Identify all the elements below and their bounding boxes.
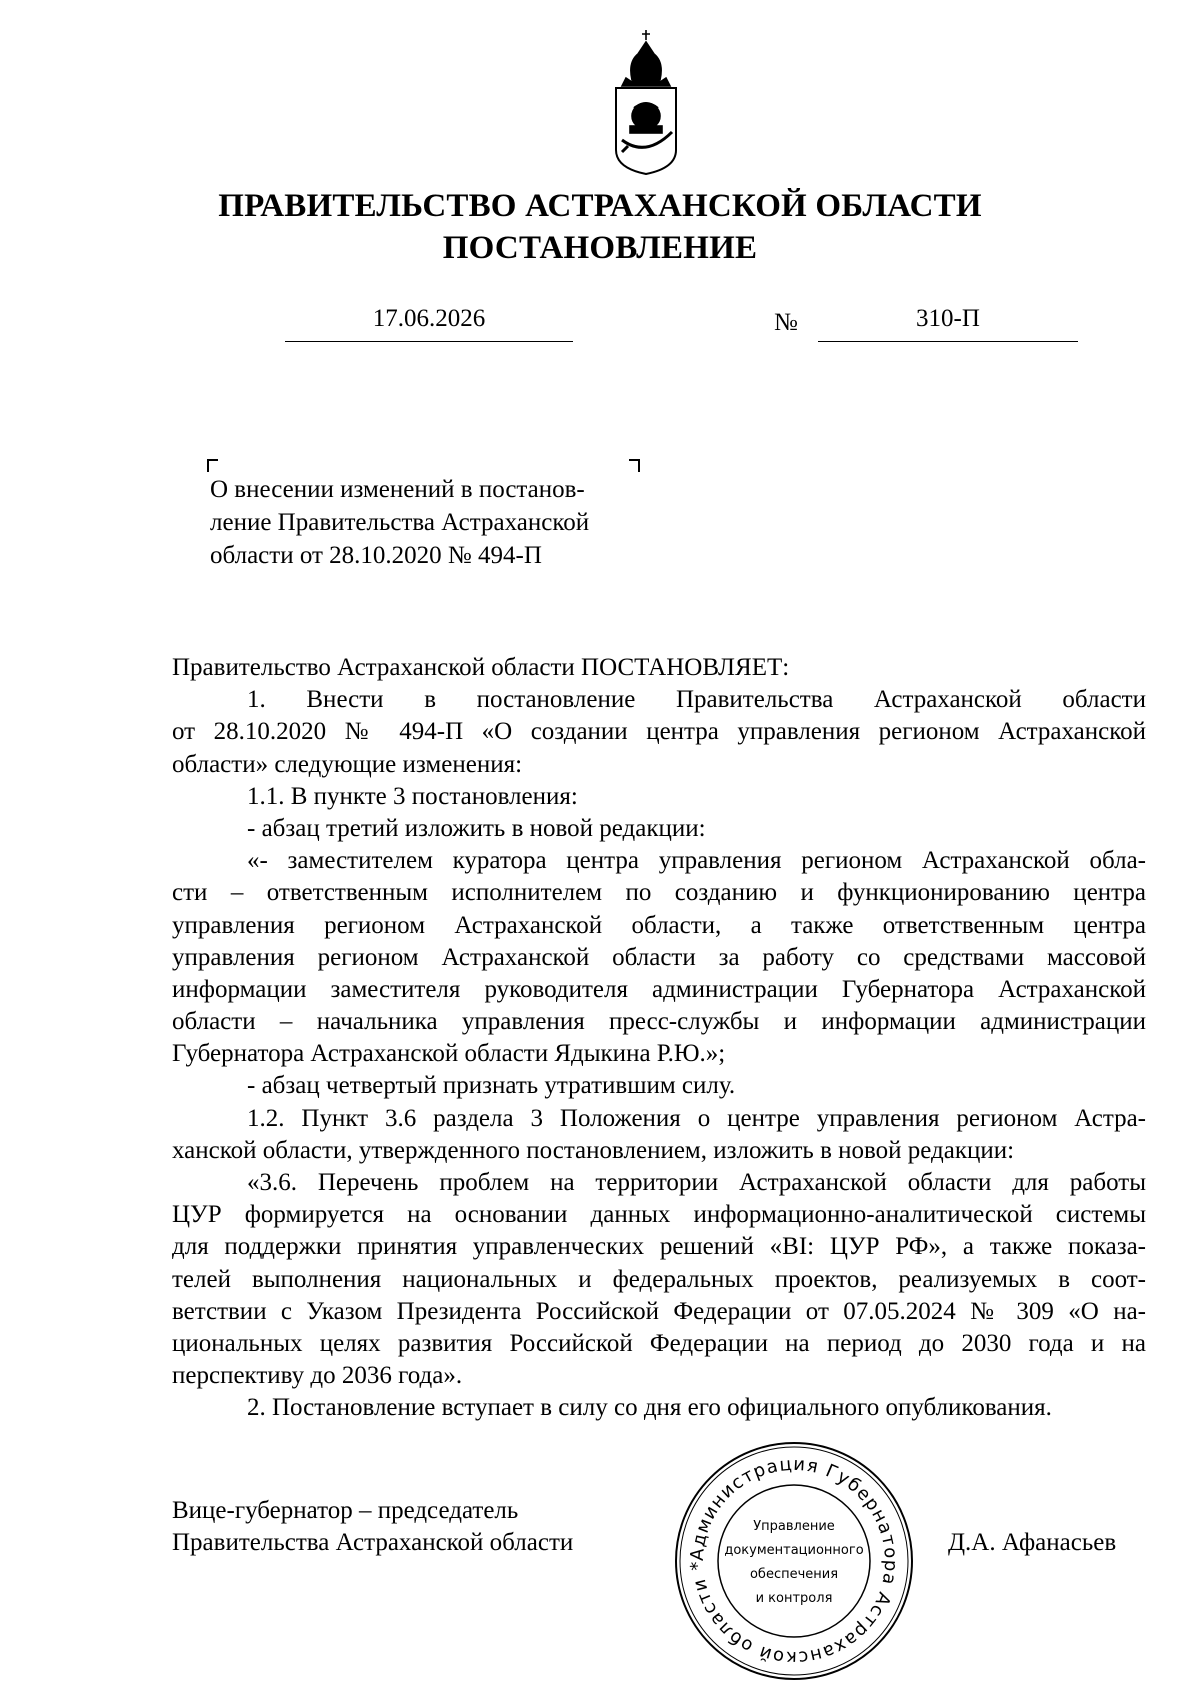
- body-line: области – начальника управления пресс-службы и информации администрации: [172, 1008, 1146, 1036]
- document-number: 310-П: [916, 305, 980, 332]
- document-subject: [210, 473, 642, 572]
- coat-of-arms-icon: [608, 28, 684, 176]
- body-line: перспективу до 2036 года».: [172, 1362, 463, 1390]
- date-underline: [285, 341, 573, 342]
- organization-name: ПРАВИТЕЛЬСТВО АСТРАХАНСКОЙ ОБЛАСТИ: [218, 188, 982, 224]
- body-line: ветствии с Указом Президента Российской Федерации от 07.05.2024 № 309 «О на-: [172, 1297, 1146, 1325]
- document-body: [172, 652, 1146, 1425]
- body-line: Правительство Астраханской области ПОСТАНОВЛЯЕТ:: [172, 654, 790, 681]
- body-line: «- заместителем куратора центра управления регионом Астраханской обла-: [247, 847, 1146, 875]
- body-line: сти – ответственным исполнителем по созданию и функционированию центра: [172, 879, 1146, 907]
- signatory-position-line: Вице-губернатор – председатель: [172, 1497, 519, 1524]
- stamp-center-line: Управление: [753, 1519, 835, 1534]
- stamp-ring-text: Администрация Губернатора Астраханской области *: [686, 1453, 902, 1669]
- body-line: информации заместителя руководителя администрации Губернатора Астраханской: [172, 975, 1146, 1003]
- subject-corner-right: [629, 459, 640, 472]
- body-line: для поддержки принятия управленческих решений «BI: ЦУР РФ», а также показа-: [172, 1233, 1146, 1261]
- number-underline: [818, 341, 1078, 342]
- body-line: ханской области, утвержденного постановлением, изложить в новой редакции:: [172, 1136, 1015, 1164]
- body-line: Губернатора Астраханской области Ядыкина Р.Ю.»;: [172, 1040, 726, 1068]
- body-line: - абзац четвертый признать утратившим силу.: [247, 1072, 736, 1100]
- svg-text:Администрация Губернатора Астр: [687, 1454, 901, 1668]
- stamp-center-line: документационного: [724, 1543, 864, 1558]
- body-line: управления регионом Астраханской области за работу со средствами массовой: [172, 943, 1146, 971]
- stamp-center-line: обеспечения: [749, 1567, 839, 1582]
- body-line: 2. Постановление вступает в силу со дня его официального опубликования.: [247, 1394, 1052, 1422]
- document-type: ПОСТАНОВЛЕНИЕ: [442, 230, 758, 266]
- body-line: ЦУР формируется на основании данных информационно-аналитической системы: [172, 1201, 1146, 1229]
- body-line: циональных целях развития Российской Федерации на период до 2030 года и на: [172, 1329, 1146, 1357]
- subject-corner-left: [207, 459, 218, 472]
- official-stamp-icon: [669, 1436, 919, 1686]
- body-line: «3.6. Перечень проблем на территории Астраханской области для работы: [247, 1169, 1146, 1196]
- signatory-position-line: Правительства Астраханской области: [172, 1529, 574, 1556]
- body-line: управления регионом Астраханской области, а также ответственным центра: [172, 911, 1146, 939]
- subject-line: области от 28.10.2020 № 494-П: [210, 542, 542, 569]
- document-date: 17.06.2026: [372, 305, 486, 332]
- signatory-position: [172, 1495, 573, 1559]
- subject-line: ление Правительства Астраханской: [210, 509, 590, 536]
- body-line: 1.1. В пункте 3 постановления:: [247, 782, 578, 810]
- body-line: - абзац третий изложить в новой редакции:: [247, 814, 706, 842]
- stamp-center-line: и контроля: [755, 1591, 833, 1606]
- body-line: 1.2. Пункт 3.6 раздела 3 Положения о центре управления регионом Астра-: [247, 1104, 1146, 1132]
- body-line: телей выполнения национальных и федеральных проектов, реализуемых в соот-: [172, 1265, 1146, 1293]
- body-line: от 28.10.2020 № 494-П «О создании центра управления регионом Астраханской: [172, 718, 1146, 746]
- subject-line: О внесении изменений в постанов-: [210, 476, 585, 503]
- body-line: 1. Внести в постановление Правительства Астраханской области: [247, 686, 1146, 714]
- body-line: области» следующие изменения:: [172, 750, 523, 778]
- number-sign: №: [774, 309, 798, 336]
- signatory-name: Д.А. Афанасьев: [948, 1529, 1117, 1556]
